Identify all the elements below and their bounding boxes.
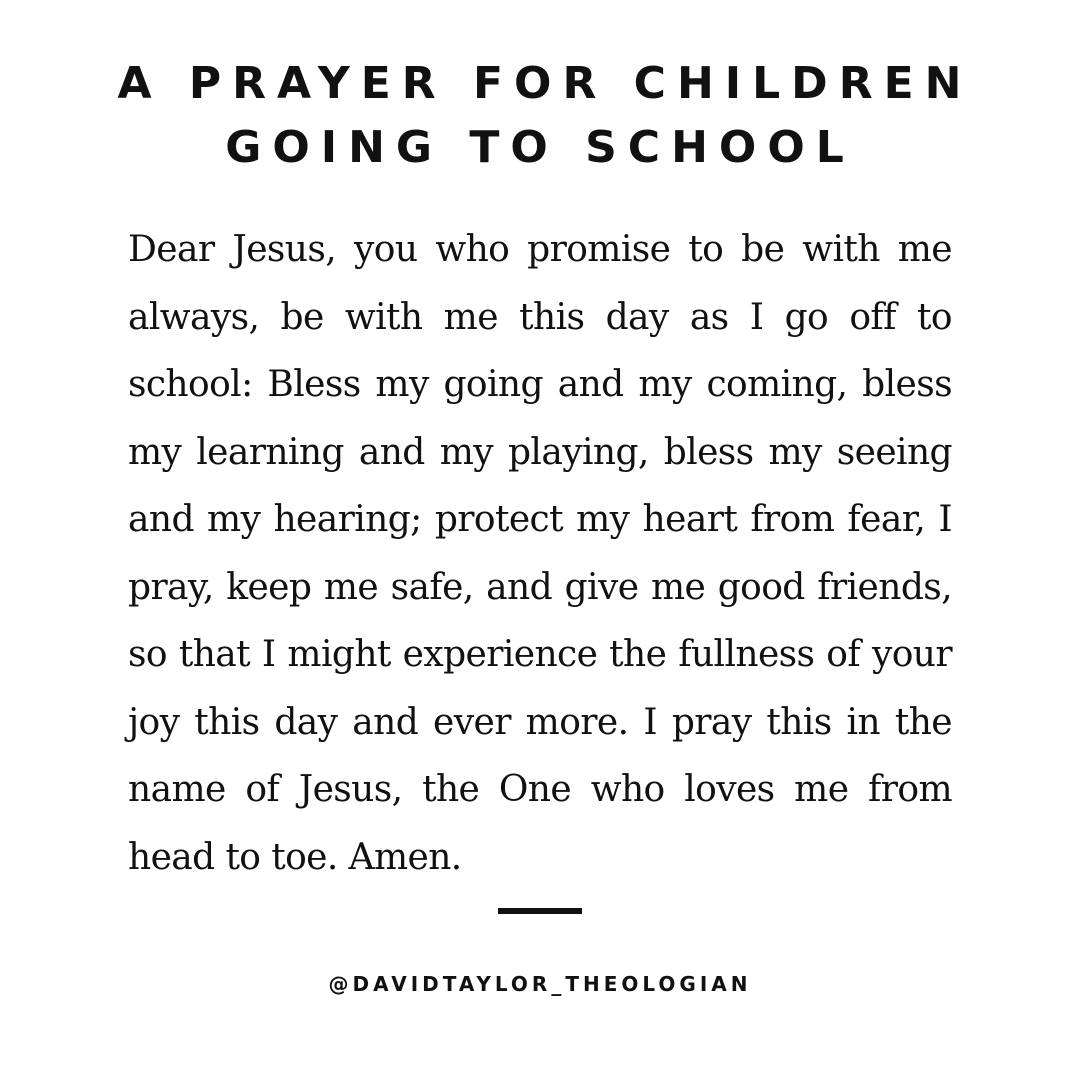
author-handle: @DAVIDTAYLOR_THEOLOGIAN [328, 972, 752, 996]
title-line-2: GOING TO SCHOOL [225, 122, 855, 173]
title-line-1: A PRAYER FOR CHILDREN [117, 58, 973, 109]
divider [498, 908, 582, 914]
page-title [0, 52, 1080, 180]
prayer-text: Dear Jesus, you who promise to be with me always, be with me this day as I go off to school: Bless my going and my coming, bless my learning and my playing, bless my seeing and my hearing; protect my heart from fear, I pray, keep me safe, and give me good friends, so that I might experience the fullness of your joy this day and ever more. I pray this in the name of Jesus, the One who loves me from head to toe. Amen. [128, 229, 952, 878]
